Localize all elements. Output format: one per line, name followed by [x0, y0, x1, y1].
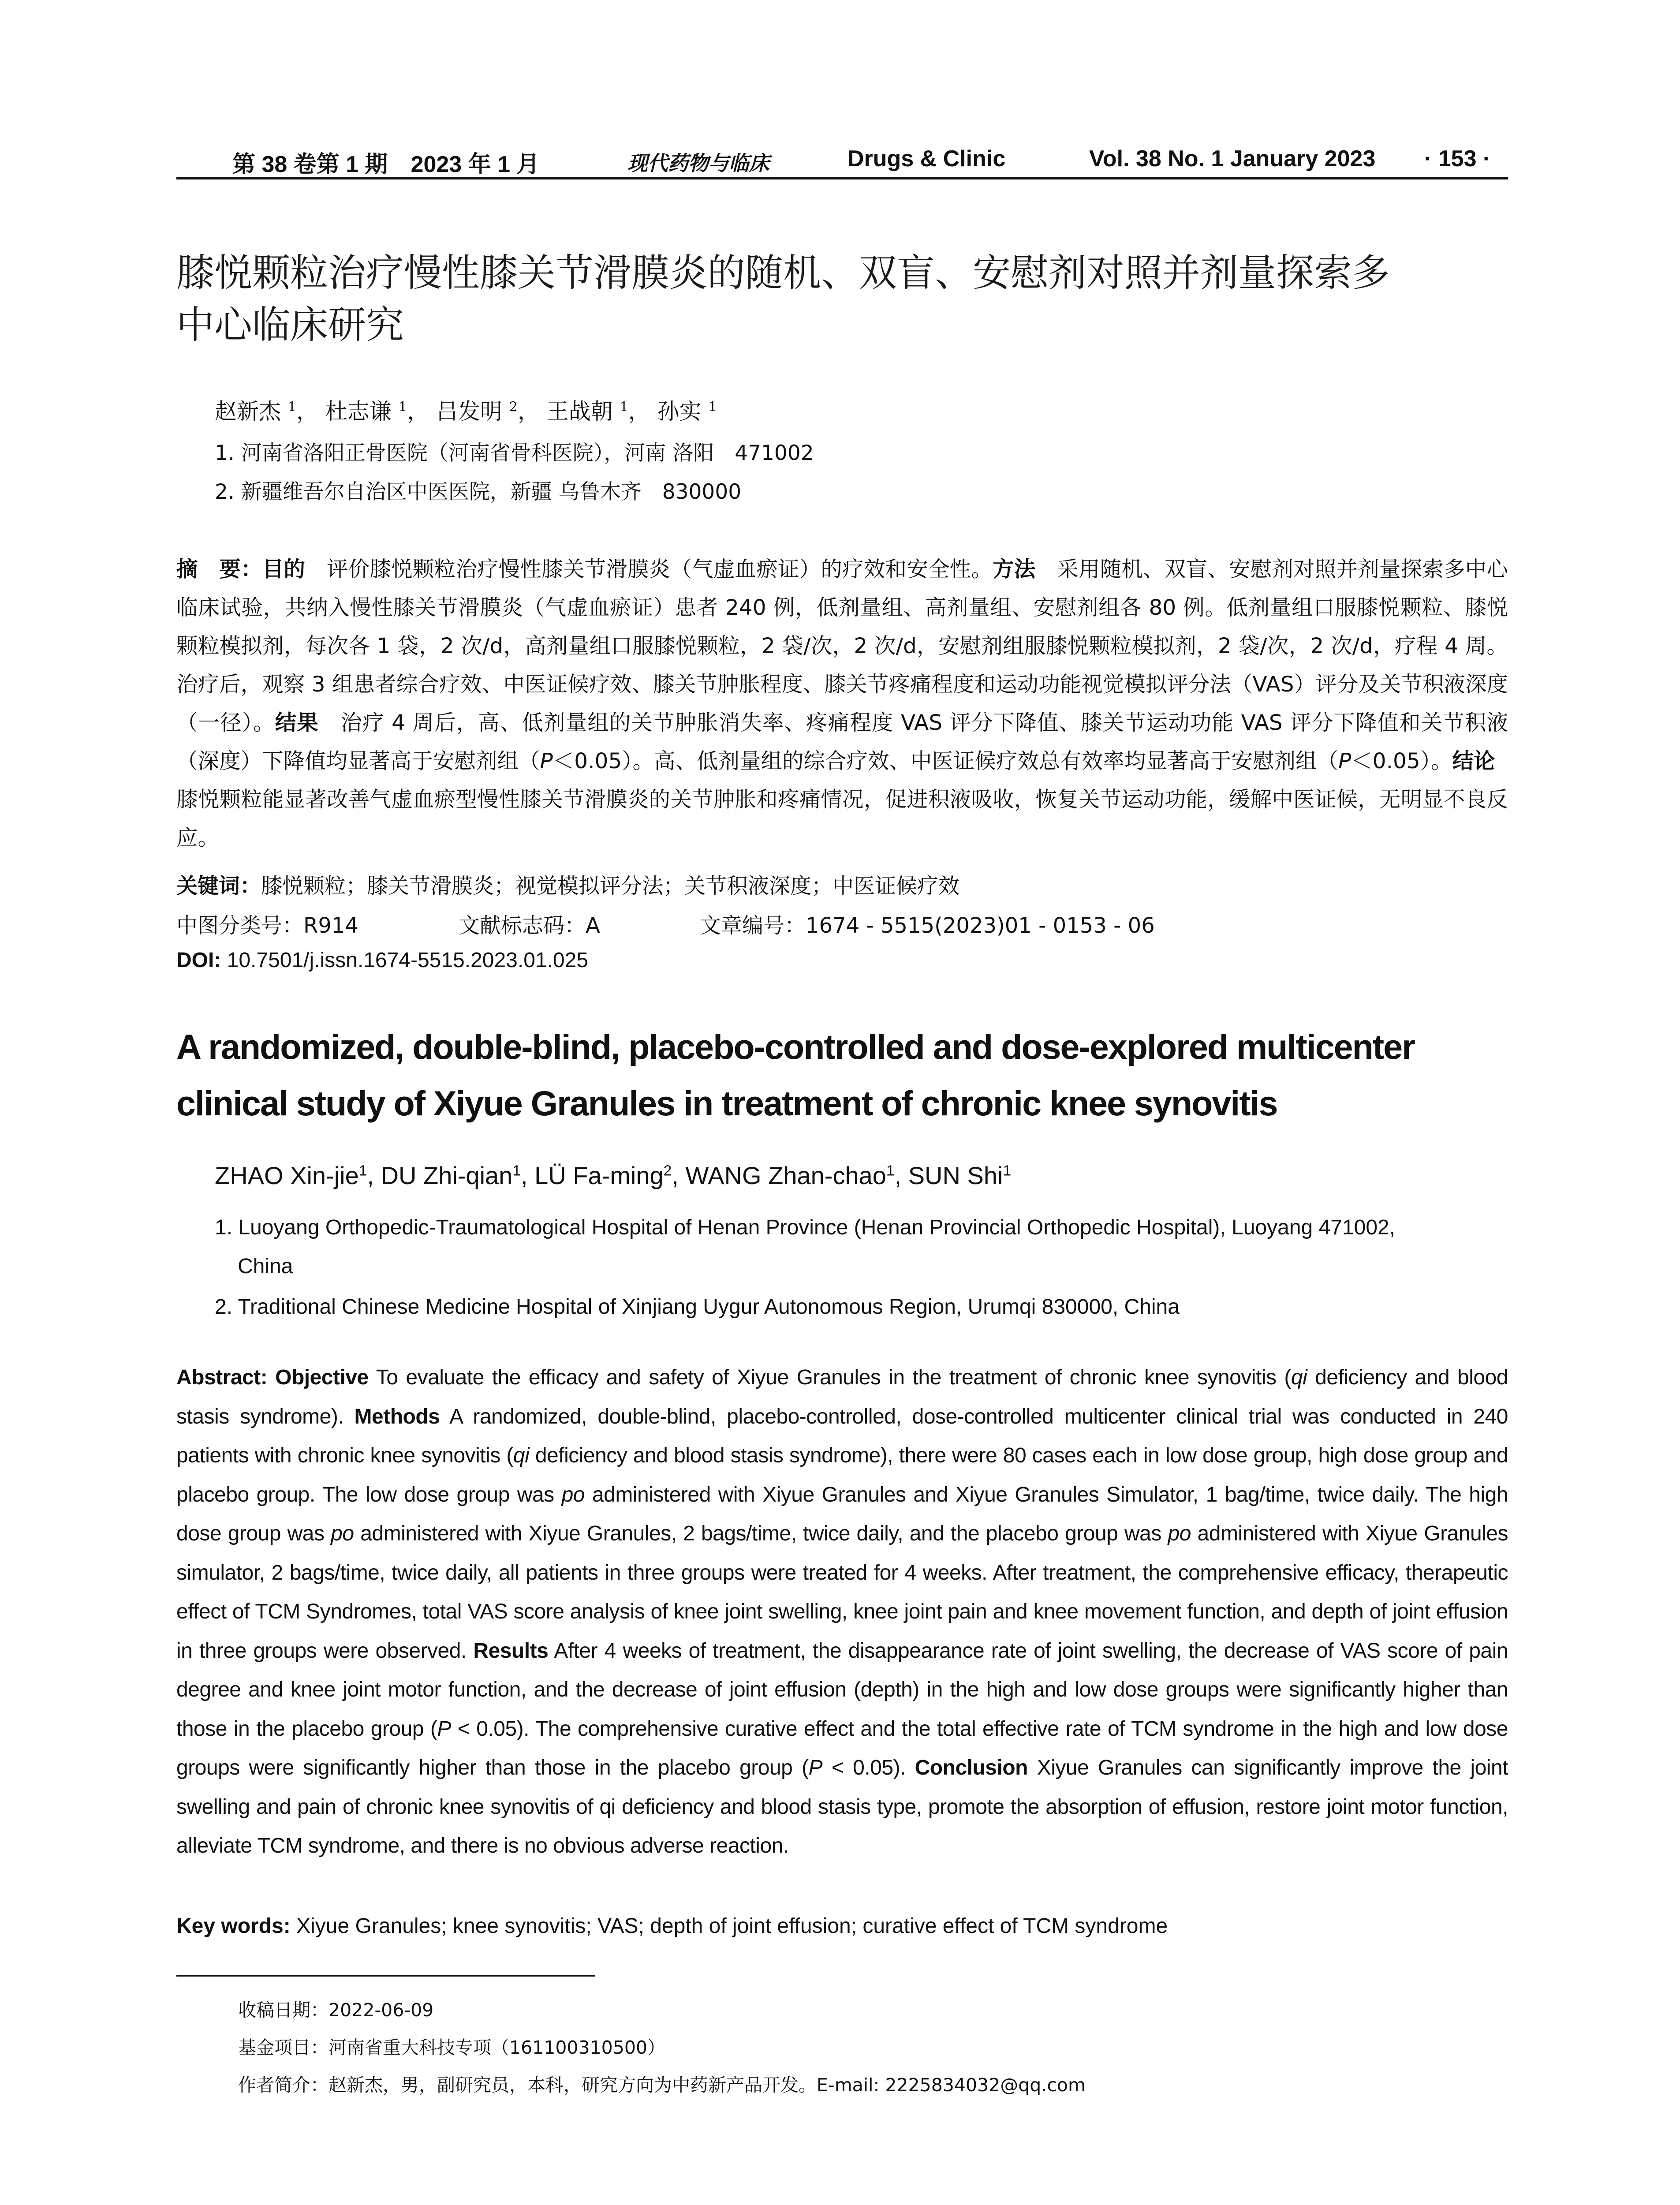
en-methods-label: Methods [354, 1405, 440, 1428]
running-header [176, 140, 1508, 181]
cn-title [176, 247, 1521, 351]
cn-conclusion-label: 结论 [1452, 749, 1495, 774]
clc-number: 中图分类号：R914 [176, 913, 358, 938]
footnote-author-bio: 作者简介：赵新杰，男，副研究员，本科，研究方向为中药新产品开发。E-mail: 2225834032@qq.com [238, 2074, 1086, 2096]
en-affiliation-2: 2. Traditional Chinese Medicine Hospital of Xinjiang Uygur Autonomous Region, Urumqi 830000, China [215, 1295, 1180, 1319]
cn-author: 杜志谦 $^1$ [325, 399, 407, 424]
cn-keywords-label: 关键词： [176, 874, 261, 898]
footnote-rule [176, 1975, 595, 1977]
article-number: 文章编号：1674 - 5515(2023)01 - 0153 - 06 [700, 913, 1155, 938]
cn-author: 吕发明 $^2$ [436, 399, 518, 424]
header-rule [176, 177, 1508, 179]
cn-methods-label: 方法 [993, 557, 1036, 582]
cn-author: 赵新杰 $^1$ [215, 399, 296, 424]
en-results-label: Results [473, 1639, 549, 1663]
footnote-fund: 基金项目：河南省重大科技专项（161100310500） [238, 2037, 666, 2058]
header-page-number: · 153 · [1424, 146, 1491, 172]
en-keywords: Key words: Xiyue Granules; knee synovitis; VAS; depth of joint effusion; curative effect of TCM syndrome [176, 1914, 1168, 1938]
en-author: LÜ Fa-ming$^2$ [534, 1162, 672, 1189]
cn-title-line1: 膝悦颗粒治疗慢性膝关节滑膜炎的随机、双盲、安慰剂对照并剂量探索多 [176, 251, 1390, 295]
en-title [176, 1019, 1521, 1132]
en-conclusion-label: Conclusion [915, 1756, 1028, 1779]
cn-author: 孙实 $^1$ [657, 399, 717, 424]
footnote-received: 收稿日期：2022-06-09 [238, 1999, 434, 2021]
en-author: ZHAO Xin-jie$^1$ [215, 1162, 367, 1189]
cn-abstract: 摘 要：目的 评价膝悦颗粒治疗慢性膝关节滑膜炎（气虚血瘀证）的疗效和安全性。方法 采用随机、双盲、安慰剂对照并剂量探索多中心临床试验，共纳入慢性膝关节滑膜炎（气虚血瘀证）患者 240 例，低剂量组、高剂量组、安慰剂组各 80 例。低剂量组口服膝悦颗粒、膝悦颗粒模拟剂，每次各 1 袋，2 次/d，高剂量组口服膝悦颗粒，2 袋/次，2 次/d，安慰剂组服膝悦颗粒模拟剂，2 袋/次，2 次/d，疗程 4 周。治疗后，观察 3 组患者综合疗效、中医证候疗效、膝关节肿胀程度、膝关节疼痛程度和运动功能视觉模拟评分法（VAS）评分及关节积液深度（一径）。结果 治疗 4 周后，高、低剂量组的关节肿胀消失率、疼痛程度 VAS 评分下降值、膝关节运动功能 VAS 评分下降值和关节积液（深度）下降值均显著高于安慰剂组（P＜0.05）。高、低剂量组的综合疗效、中医证候疗效总有效率均显著高于安慰剂组（P＜0.05）。结论 膝悦颗粒能显著改善气虚血瘀型慢性膝关节滑膜炎的关节肿胀和疼痛情况，促进积液吸收，恢复关节运动功能，缓解中医证候，无明显不良反应。 [176, 557, 1517, 850]
en-abstract: Abstract: Objective To evaluate the efficacy and safety of Xiyue Granules in the treatment of chronic knee synovitis (qi deficiency and blood stasis syndrome). Methods A randomized, double-blind, placebo-controlled, dose-controlled multicenter clinical trial was conducted in 240 patients with chronic knee synovitis (qi deficiency and blood stasis syndrome), there were 80 cases each in low dose group, high dose group and placebo group. The low dose group was po administered with Xiyue Granules and Xiyue Granules Simulator, 1 bag/time, twice daily. The high dose group was po administered with Xiyue Granules, 2 bags/time, twice daily, and the placebo group was po administered with Xiyue Granules simulator, 2 bags/time, twice daily, all patients in three groups were treated for 4 weeks. After treatment, the comprehensive efficacy, therapeutic effect of TCM Syndromes, total VAS score analysis of knee joint swelling, knee joint pain and knee movement function, and depth of joint effusion in three groups were observed. Results After 4 weeks of treatment, the disappearance rate of joint swelling, the decrease of VAS score of pain degree and knee joint motor function, and the decrease of joint effusion (depth) in the high and low dose groups were significantly higher than those in the placebo group (P < 0.05). The comprehensive curative effect and the total effective rate of TCM syndrome in the high and low dose groups were significantly higher than those in the placebo group (P < 0.05). Conclusion Xiyue Granules can significantly improve the joint swelling and pain of chronic knee synovitis of qi deficiency and blood stasis type, promote the absorption of effusion, restore joint motor function, alleviate TCM syndrome, and there is no obvious adverse reaction. [176, 1366, 1508, 1857]
en-author: DU Zhi-qian$^1$ [381, 1162, 521, 1189]
en-title-line1: A randomized, double-blind, placebo-controlled and dose-explored multicenter [176, 1027, 1415, 1066]
cn-affiliation-1: 1. 河南省洛阳正骨医院（河南省骨科医院），河南 洛阳 471002 [215, 441, 814, 465]
cn-affiliation-2: 2. 新疆维吾尔自治区中医医院，新疆 乌鲁木齐 830000 [215, 480, 742, 504]
en-title-line2: clinical study of Xiyue Granules in treatment of chronic knee synovitis [176, 1084, 1277, 1123]
en-affiliation-1: 1. Luoyang Orthopedic-Traumatological Hospital of Henan Province (Henan Provincial Orthopedic Hospital), Luoyang 471002, China [215, 1216, 1396, 1278]
cn-title-line2: 中心临床研究 [176, 303, 404, 347]
header-journal-en: Drugs & Clinic [847, 146, 1006, 172]
en-abstract-label: Abstract: Objective [176, 1366, 369, 1389]
doi: DOI: 10.7501/j.issn.1674-5515.2023.01.025 [176, 949, 589, 972]
cn-authors: 赵新杰 $^1$， 杜志谦 $^1$， 吕发明 $^2$， 王战朝 $^1$， 孙实 $^1$ [215, 399, 717, 424]
cn-author: 王战朝 $^1$ [546, 399, 628, 424]
header-volume-cn: 第 38 卷第 1 期 2023 年 1 月 [232, 152, 540, 177]
en-author: WANG Zhan-chao$^1$ [685, 1162, 895, 1189]
cn-abstract-label: 摘 要：目的 [176, 557, 306, 582]
en-authors: ZHAO Xin-jie$^1$, DU Zhi-qian$^1$, LÜ Fa-ming$^2$, WANG Zhan-chao$^1$, SUN Shi$^1$ [215, 1162, 1012, 1189]
en-keywords-label: Key words: [176, 1914, 291, 1938]
document-code: 文献标志码：A [459, 913, 600, 938]
cn-results-label: 结果 [275, 710, 319, 735]
en-author: SUN Shi$^1$ [908, 1162, 1012, 1189]
header-journal-cn: 现代药物与临床 [627, 151, 769, 175]
header-volume-en: Vol. 38 No. 1 January 2023 [1089, 146, 1376, 172]
cn-keywords: 关键词：膝悦颗粒；膝关节滑膜炎；视觉模拟评分法；关节积液深度；中医证候疗效 [176, 874, 960, 898]
